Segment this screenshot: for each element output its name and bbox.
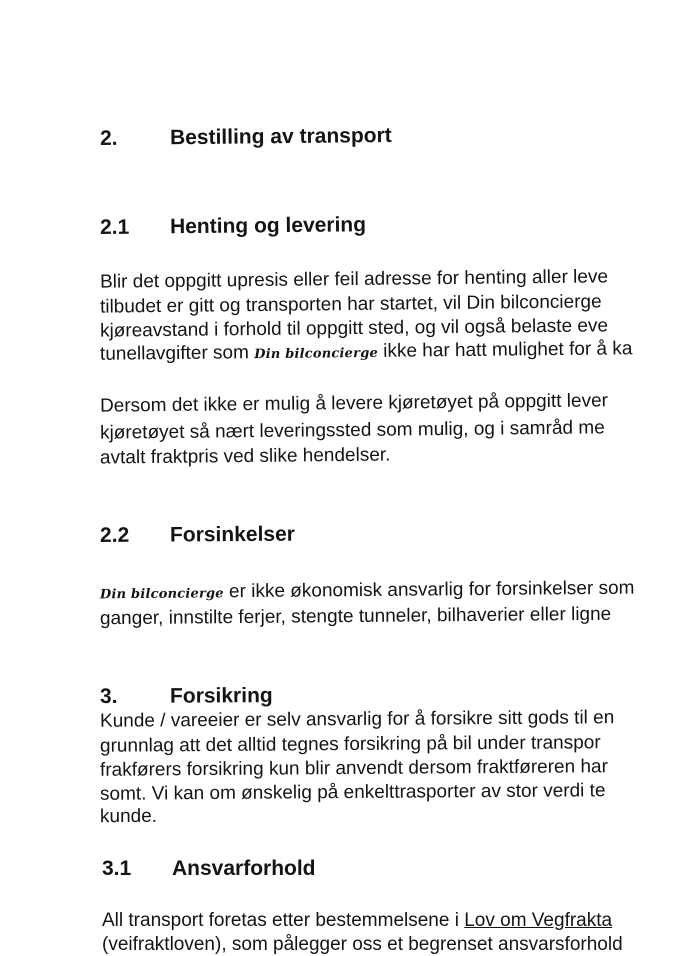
paragraph-line: Dersom det ikke er mulig å levere kjøretøyet på oppgitt lever [99,390,609,417]
paragraph-line [102,910,612,932]
section-number: 2.1 [99,215,130,239]
section-title: Ansvarforhold [172,857,316,880]
section-number: 3. [99,684,118,708]
brand-name: Din bilconcierge [99,586,224,603]
section-number: 2.2 [99,523,130,547]
brand-name: Din bilconcierge [254,345,379,363]
paragraph-line: ganger, innstilte ferjer, stengte tunneler, bilhaverier eller ligne [99,603,612,630]
paragraph-line [100,338,633,368]
section-title: Henting og levering [169,213,367,239]
text-fragment: er ikke økonomisk ansvarlig for forsinkelser som [223,577,635,603]
paragraph-line: Kunde / vareeier er selv ansvarlig for å forsikre sitt gods til en [99,707,615,732]
paragraph-line: tilbudet er gitt og transporten har startet, vil Din bilconcierge [99,291,602,318]
section-title: Forsikring [169,684,273,708]
section-title: Forsinkelser [169,522,295,547]
paragraph-line: grunnlag att det alltid tegnes forsikring på bil under transpor [99,732,601,757]
text-fragment: tunellavgifter som [99,342,255,365]
paragraph-line: Blir det oppgitt upresis eller feil adresse for henting aller leve [99,266,609,293]
text-fragment: All transport foretas etter bestemmelsene i [102,910,465,931]
text-fragment: ikke har hatt mulighet for å ka [377,338,633,362]
paragraph-line: avtalt fraktpris ved slike hendelser. [99,444,391,469]
section-title: Bestilling av transport [169,123,392,150]
paragraph-line: (veifraktloven), som pålegger oss et begrenset ansvarsforhold [102,934,623,955]
section-number: 2. [99,126,118,150]
section-number: 3.1 [102,857,132,880]
law-link[interactable]: Lov om Vegfrakta [464,910,613,931]
paragraph-line: kjøretøyet så nært leveringssted som mulig, og i samråd me [99,417,605,444]
paragraph-line [100,578,635,607]
paragraph-line: kjøreavstand i forhold til oppgitt sted, og vil også belaste eve [99,315,609,342]
paragraph-line: somt. Vi kan om ønskelig på enkelttrasporter av stor verdi te [99,780,606,805]
paragraph-line: kunde. [99,805,158,828]
paragraph-line: frakførers forsikring kun blir anvendt dersom fraktføreren har [99,756,608,781]
